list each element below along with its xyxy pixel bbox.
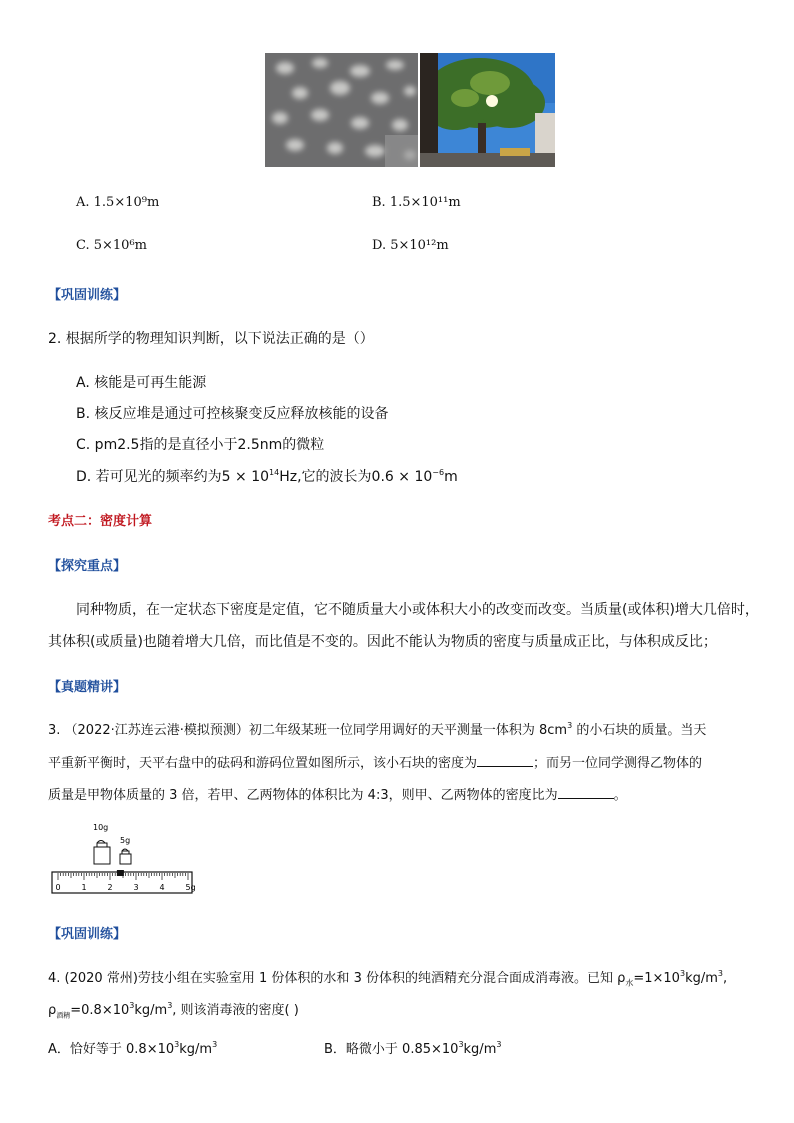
q1-choice-b[interactable]: B. 1.5×10¹¹m xyxy=(372,195,461,210)
q4-line1-sub: 水 xyxy=(625,978,634,988)
q4-line2-end: , 则该消毒液的密度( ) xyxy=(172,1003,299,1018)
balance-svg xyxy=(50,820,195,898)
q3-line2-post: ；而另一位同学测得乙物体的 xyxy=(533,756,703,771)
scale-tick-label: 5g xyxy=(185,883,195,892)
q1-choice-c[interactable]: C. 5×10⁶m xyxy=(76,238,147,253)
q4-line1-pre: 4. (2020 常州)劳技小组在实验室用 1 份体积的水和 3 份体积的纯酒精充分混合面成消毒液。已知 ρ xyxy=(48,971,626,986)
q4-a-pre: A．恰好等于 0.8×10 xyxy=(48,1042,175,1057)
q3-line1-pre: 3. （2022·江苏连云港·模拟预测）初二年级某班一位同学用调好的天平测量一体积为 8cm xyxy=(48,723,568,738)
q4-line1-unit: kg/m xyxy=(685,971,718,986)
q2-d-pre: D. 若可见光的频率约为5 × 10 xyxy=(76,469,270,485)
q4-a-sup: 3 xyxy=(174,1040,180,1049)
section-gonggu-1: 【巩固训练】 xyxy=(48,288,127,303)
scale-tick-label: 3 xyxy=(133,883,139,892)
q4-line2-val: =0.8×10 xyxy=(70,1003,130,1018)
q4-choice-b[interactable] xyxy=(324,1038,501,1057)
q1-choice-a[interactable]: A. 1.5×10⁹m xyxy=(76,195,160,210)
tanjiu-line-1: 同种物质，在一定状态下密度是定值，它不随质量大小或体积大小的改变而改变。当质量(或体积)增大几倍时， xyxy=(76,602,759,618)
scale-tick-label: 1 xyxy=(81,883,87,892)
weight-10g-label: 10g xyxy=(93,823,109,832)
section-tanjiu: 【探究重点】 xyxy=(48,559,127,574)
q2-d-sup2: −6 xyxy=(432,468,445,477)
tanjiu-line-2: 其体积(或质量)也随着增大几倍，而比值是不变的。因此不能认为物质的密度与质量成正比，与体积成反比； xyxy=(48,634,717,650)
q4-line2-sup2: 3 xyxy=(167,1001,173,1010)
q2-stem: 2. 根据所学的物理知识判断，以下说法正确的是（） xyxy=(48,331,374,347)
q3-blank-1[interactable] xyxy=(477,754,533,767)
q4-line1-sup1: 3 xyxy=(679,969,686,978)
q4-line1-sup2: 3 xyxy=(717,969,723,978)
q2-d-post: m xyxy=(444,469,458,485)
scale-tick-label: 0 xyxy=(55,883,61,892)
q3-line-2 xyxy=(48,752,702,771)
q4-b-sup: 3 xyxy=(458,1040,464,1049)
q3-line2-pre: 平重新平衡时，天平右盘中的砝码和游码位置如图所示，该小石块的密度为 xyxy=(48,756,478,771)
balance-figure xyxy=(50,820,195,898)
q4-line-1 xyxy=(48,967,727,989)
kaodian-2-heading: 考点二：密度计算 xyxy=(48,514,153,529)
q4-choice-a[interactable] xyxy=(48,1038,217,1057)
q4-b-sup2: 3 xyxy=(496,1040,502,1049)
q2-choice-b[interactable]: B. 核反应堆是通过可控核聚变反应释放核能的设备 xyxy=(76,406,389,422)
q4-line-2 xyxy=(48,999,299,1021)
q1-choice-d[interactable]: D. 5×10¹²m xyxy=(372,238,449,253)
q3-line-1 xyxy=(48,719,706,738)
weight-5g xyxy=(120,849,131,864)
q4-b-pre: B．略微小于 0.85×10 xyxy=(324,1042,459,1057)
q4-b-unit: kg/m xyxy=(463,1042,497,1057)
q4-line1-val: =1×10 xyxy=(633,971,680,986)
rider[interactable] xyxy=(117,870,124,876)
q2-choice-d[interactable] xyxy=(76,466,458,486)
q4-line2-rho: ρ xyxy=(48,1003,57,1018)
q4-line1-end: , xyxy=(722,971,728,986)
section-gonggu-2: 【巩固训练】 xyxy=(48,927,127,942)
weight-10g xyxy=(94,841,110,865)
q4-line2-sup1: 3 xyxy=(129,1001,135,1010)
q2-choice-a[interactable]: A. 核能是可再生能源 xyxy=(76,375,207,391)
q4-line2-sub: 酒精 xyxy=(56,1011,71,1020)
q4-a-sup2: 3 xyxy=(212,1040,218,1049)
scale-tick-label: 4 xyxy=(159,883,165,892)
q3-line1-sup: 3 xyxy=(567,721,573,730)
q3-line1-post: 的小石块的质量。当天 xyxy=(572,723,707,738)
q4-line2-unit: kg/m xyxy=(134,1003,168,1018)
q3-line-3 xyxy=(48,784,627,803)
q3-blank-2[interactable] xyxy=(558,786,614,799)
q4-a-unit: kg/m xyxy=(179,1042,213,1057)
q2-choice-c[interactable]: C. pm2.5指的是直径小于2.5nm的微粒 xyxy=(76,437,325,453)
tree-photo xyxy=(420,53,555,167)
shadow-ground-photo xyxy=(265,53,418,167)
weight-5g-label: 5g xyxy=(120,836,131,845)
q2-d-sup1: 14 xyxy=(269,468,280,477)
section-zhenti: 【真题精讲】 xyxy=(48,680,127,695)
q3-line3-post: 。 xyxy=(613,788,627,803)
q2-d-mid: Hz,它的波长为0.6 × 10 xyxy=(279,469,433,485)
scale-tick-label: 2 xyxy=(107,883,113,892)
q3-line3-pre: 质量是甲物体质量的 3 倍，若甲、乙两物体的体积比为 4:3，则甲、乙两物体的密度比为 xyxy=(48,788,558,803)
